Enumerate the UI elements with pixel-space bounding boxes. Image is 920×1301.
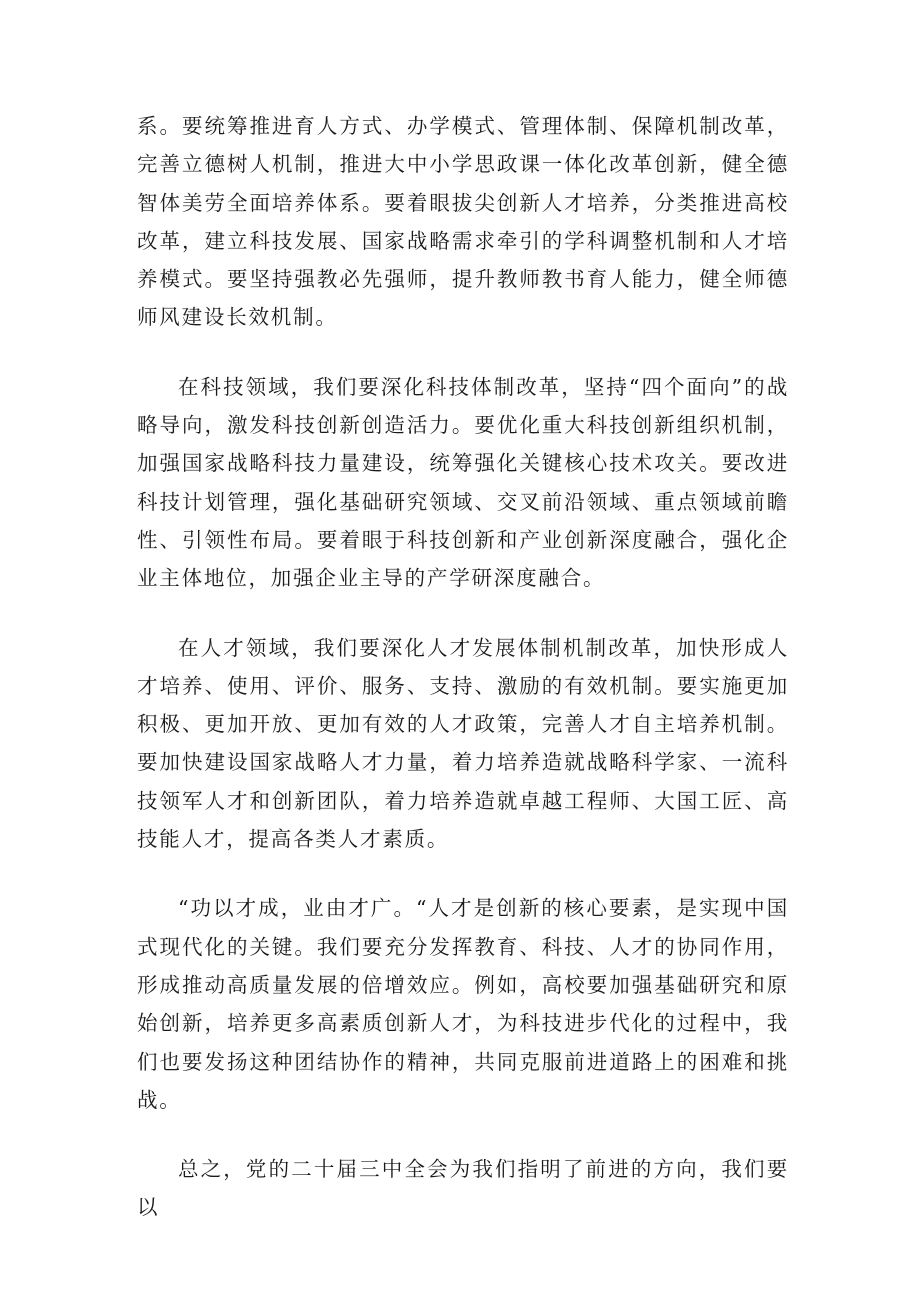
paragraph-technology: 在科技领域，我们要深化科技体制改革，坚持“四个面向”的战略导向，激发科技创新创造活力。要优化重大科技创新组织机制，加强国家战略科技力量建设，统筹强化关键核心技术攻关。要改进科技计划管理，强化基础研究领域、交叉前沿领域、重点领域前瞻性、引领性布局。要着眼于科技创新和产业创新深度融合，强化企业主体地位，加强企业主导的产学研深度融合。 [137, 374, 789, 591]
paragraph-education-continued: 系。要统筹推进育人方式、办学模式、管理体制、保障机制改革，完善立德树人机制，推进大中小学思政课一体化改革创新，健全德智体美劳全面培养体系。要着眼拔尖创新人才培养，分类推进高校改革，建立科技发展、国家战略需求牵引的学科调整机制和人才培养模式。要坚持强教必先强师，提升教师教书育人能力，健全师德师风建设长效机制。 [137, 114, 789, 330]
paragraph-conclusion: 总之，党的二十届三中全会为我们指明了前进的方向，我们要以 [137, 1157, 789, 1220]
document-body [137, 107, 789, 1227]
paragraph-talent: 在人才领域，我们要深化人才发展体制机制改革，加快形成人才培养、使用、评价、服务、支持、激励的有效机制。要实施更加积极、更加开放、更加有效的人才政策，完善人才自主培养机制。要加快建设国家战略人才力量，着力培养造就战略科学家、一流科技领军人才和创新团队，着力培养造就卓越工程师、大国工匠、高技能人才，提高各类人才素质。 [137, 635, 789, 852]
paragraph-synergy: “功以才成，业由才广。“人才是创新的核心要素，是实现中国式现代化的关键。我们要充分发挥教育、科技、人才的协同作用，形成推动高质量发展的倍增效应。例如，高校要加强基础研究和原始创新，培养更多高素质创新人才，为科技进步代化的过程中，我们也要发扬这种团结协作的精神，共同克服前进道路上的困难和挑战。 [137, 896, 789, 1112]
